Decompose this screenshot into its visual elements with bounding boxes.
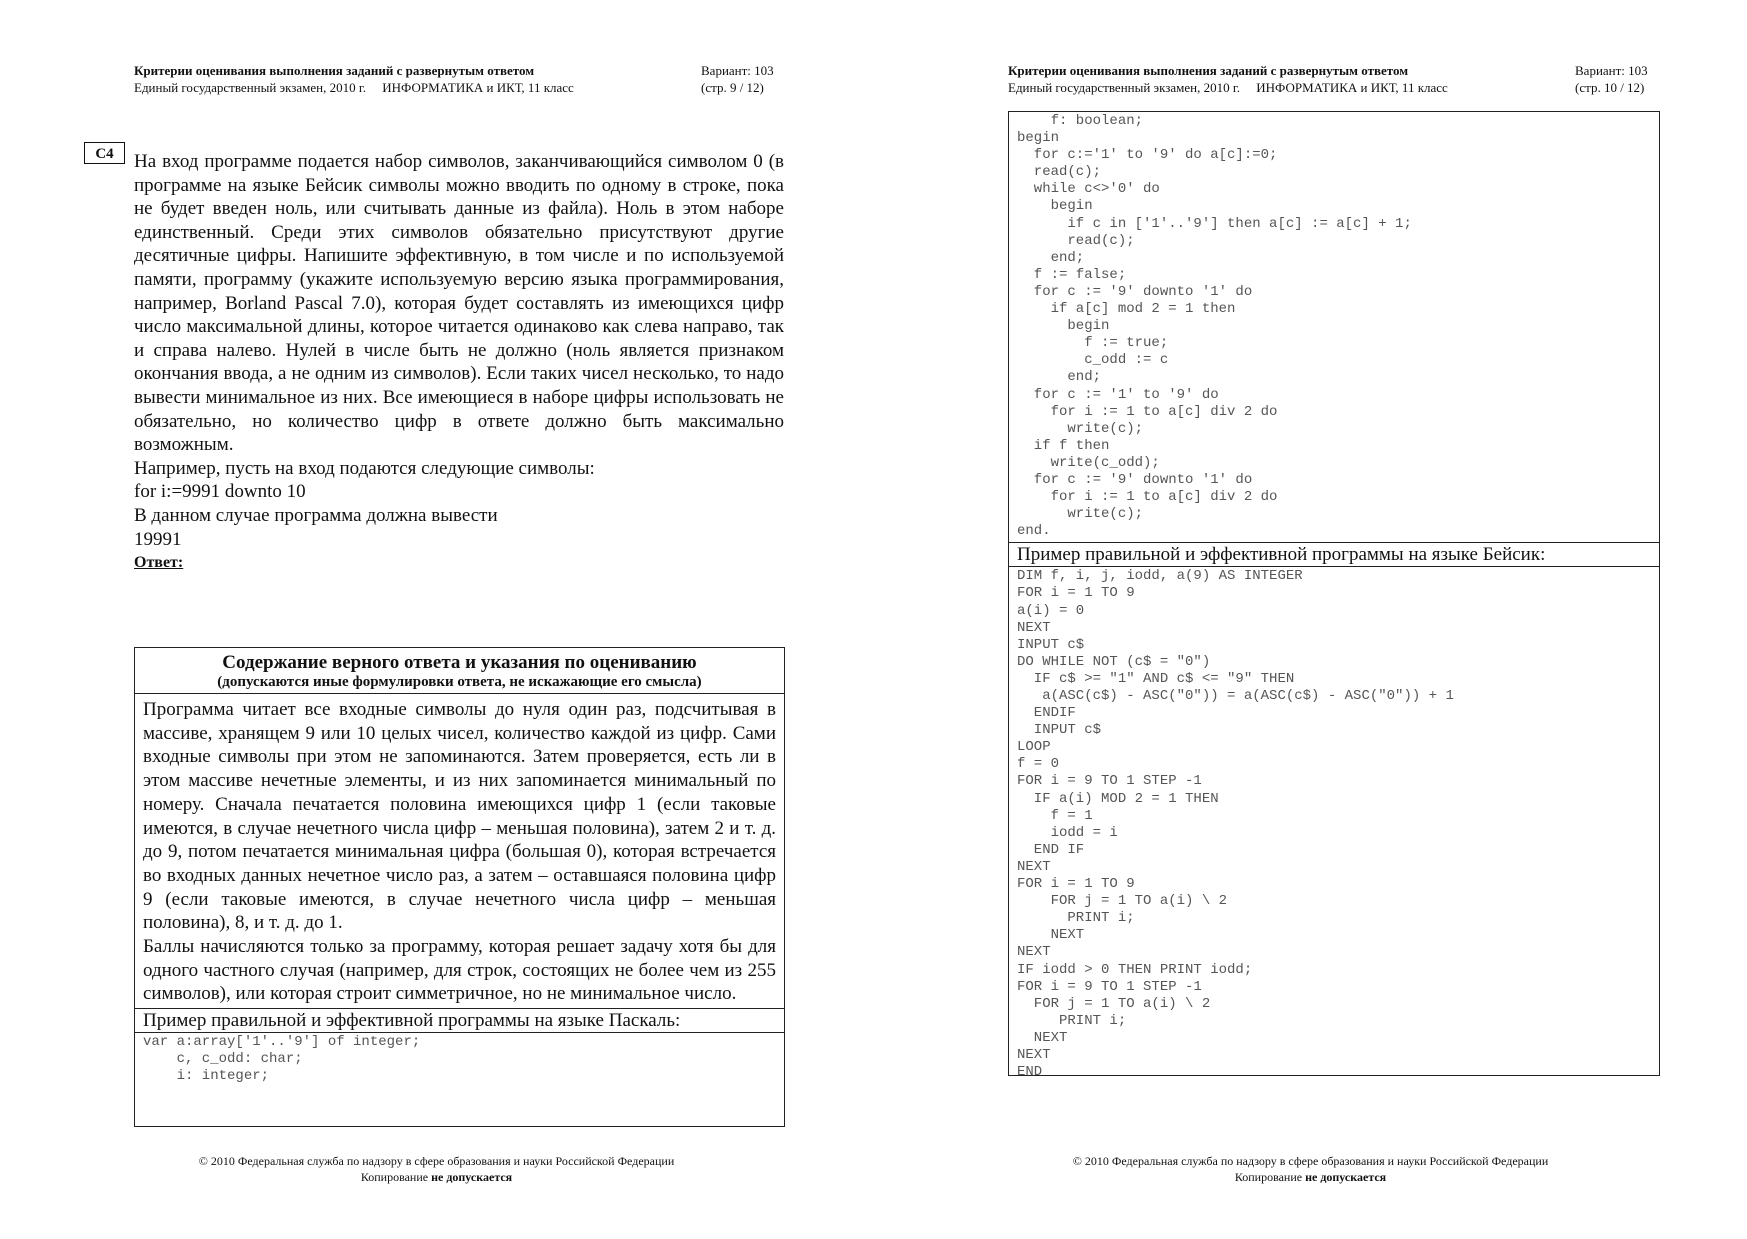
header-variant: Вариант: 103 [701, 63, 774, 78]
page-9 [0, 0, 873, 1239]
criteria-box [134, 647, 785, 1127]
footer-copy-bold: не допускается [1305, 1170, 1387, 1184]
footer-copy-prefix: Копирование [1234, 1170, 1303, 1184]
pascal-code-continued: f: boolean; begin for c:='1' to '9' do a[c]:=0; read(c); while c<>'0' do begin if c in ['1'..'9'] then a[c] := a[c] + 1; read(c); end; f := false; for c := '9' downto '1' do if a[c] mod 2 = 1 then begin f := true; c_odd := c end; for c := '1' to '9' do for i := 1 to a[c] div 2 do write(c); if f then write(c_odd); for c := '9' downto '1' do for i := 1 to a[c] div 2 do write(c); end. [1017, 113, 1412, 540]
footer-copy-bold: не допускается [431, 1170, 513, 1184]
page-10 [874, 0, 1747, 1239]
page-footer [0, 1153, 873, 1185]
header-title: Критерии оценивания выполнения заданий с развернутым ответом [134, 63, 535, 78]
page-header [1008, 62, 1448, 96]
header-exam: Единый государственный экзамен, 2010 г. [1008, 80, 1240, 95]
footer-copyright: © 2010 Федеральная служба по надзору в сфере образования и науки Российской Федерации [198, 1154, 675, 1168]
footer-copyright: © 2010 Федеральная служба по надзору в сфере образования и науки Российской Федерации [1072, 1154, 1549, 1168]
pascal-heading: Пример правильной и эффективной программы на языке Паскаль: [135, 1008, 784, 1033]
task-label: C4 [84, 142, 125, 164]
page-footer [874, 1153, 1747, 1185]
criteria-title: Содержание верного ответа и указания по оцениванию [222, 652, 697, 673]
header-variant: Вариант: 103 [1575, 63, 1648, 78]
code-box [1008, 111, 1660, 1081]
example-output-intro: В данном случае программа должна вывести [134, 504, 498, 526]
task-text: На вход программе подается набор символов, заканчивающийся символом 0 (в программе на языке Бейсик символы можно вводить по одному в строке, пока не будет введен ноль, или считывать данные из файла). Ноль в этом наборе единственный. Среди этих символов обязательно присутствуют другие десятичные цифры. Напишите эффективную, в том числе и по используемой памяти, программу (укажите используемую версию языка программирования, например, Borland Pascal 7.0), которая будет составлять из имеющихся цифр число максимальной длины, которое читается одинаково как слева направо, так и справа налево. Нулей в числе быть не должно (ноль является признаком окончания ввода, а не одним из символов). Если таких чисел несколько, то надо вывести минимальное из них. Все имеющиеся в наборе цифры использовать не обязательно, но количество цифр в ответе должно быть максимально возможным. [134, 151, 784, 456]
example-input: for i:=9991 downto 10 [134, 481, 306, 503]
example-intro: Например, пусть на вход подаются следующие символы: [134, 457, 595, 479]
example-output: 19991 [134, 528, 182, 550]
page-header [134, 62, 574, 96]
answer-label: Ответ: [134, 554, 184, 572]
task-statement [134, 150, 784, 575]
header-page-number: (стр. 9 / 12) [701, 80, 764, 95]
header-title: Критерии оценивания выполнения заданий с развернутым ответом [1008, 63, 1409, 78]
footer-copy-prefix: Копирование [360, 1170, 429, 1184]
criteria-paragraph-1: Программа читает все входные символы до нуля один раз, подсчитывая в массиве, хранящем 9 или 10 целых чисел, количество каждой из цифр. Сами входные символы при этом не запоминаются. Затем проверяется, есть ли в этом массиве нечетные элементы, и из них запоминается минимальный по номеру. Сначала печатается половина имеющихся цифр 1 (если таковые имеются, в случае нечетного числа цифр – меньшая половина), затем 2 и т. д. до 9, потом печатается минимальная цифра (большая 0), которая встречается во входных данных нечетное число раз, а затем – оставшаяся половина цифр 9 (если таковые имеются, в случае нечетного числа цифр – меньшая половина), 8, и т. д. до 1. [143, 699, 776, 934]
basic-code: DIM f, i, j, iodd, a(9) AS INTEGER FOR i = 1 TO 9 a(i) = 0 NEXT INPUT c$ DO WHILE NOT (c$ = "0") IF c$ >= "1" AND c$ <= "9" THEN a(ASC(c$) - ASC("0")) = a(ASC(c$) - ASC("0")) + 1 ENDIF INPUT c$ LOOP f = 0 FOR i = 9 TO 1 STEP -1 IF a(i) MOD 2 = 1 THEN f = 1 iodd = i END IF NEXT FOR i = 1 TO 9 FOR j = 1 TO a(i) \ 2 PRINT i; NEXT NEXT IF iodd > 0 THEN PRINT iodd; FOR i = 9 TO 1 STEP -1 FOR j = 1 TO a(i) \ 2 PRINT i; NEXT NEXT END [1017, 568, 1454, 1081]
header-subject: ИНФОРМАТИКА и ИКТ, 11 класс [382, 80, 574, 95]
criteria-subtitle: (допускаются иные формулировки ответа, не искажающие его смысла) [135, 674, 784, 694]
basic-heading: Пример правильной и эффективной программы на языке Бейсик: [1009, 542, 1659, 567]
page-header-meta [1575, 62, 1648, 96]
criteria-body [135, 694, 784, 1006]
header-page-number: (стр. 10 / 12) [1575, 80, 1645, 95]
header-exam: Единый государственный экзамен, 2010 г. [134, 80, 366, 95]
header-subject: ИНФОРМАТИКА и ИКТ, 11 класс [1256, 80, 1448, 95]
page-header-meta [701, 62, 774, 96]
pascal-code-start: var a:array['1'..'9'] of integer; c, c_odd: char; i: integer; [143, 1034, 421, 1085]
criteria-paragraph-2: Баллы начисляются только за программу, которая решает задачу хотя бы для одного частного случая (например, для строк, состоящих не более чем из 255 символов), или которая строит симметричное, но не минимальное число. [143, 936, 776, 1005]
